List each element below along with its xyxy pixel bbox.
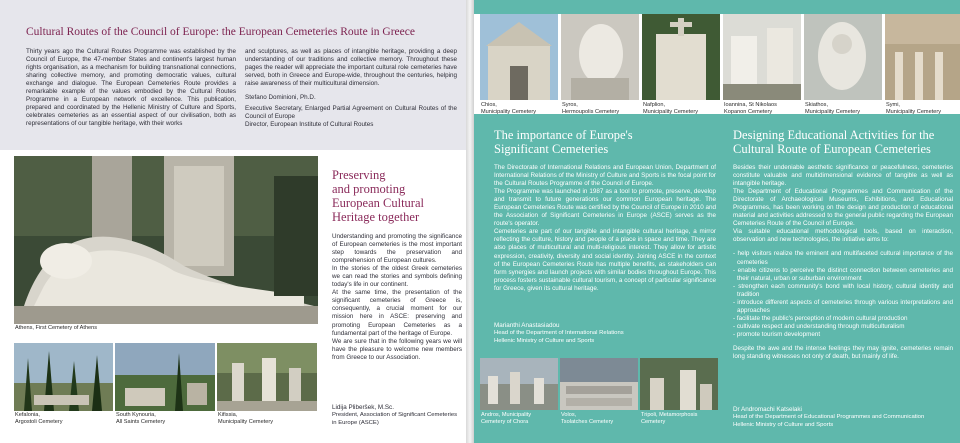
- andros-caption: [481, 412, 531, 426]
- athens-cemetery-photo: [14, 156, 318, 324]
- designing-signature: [733, 406, 957, 429]
- volos-caption: [561, 412, 613, 426]
- caption-line: Hermoupolis Cemetery: [562, 109, 620, 115]
- title-line: The importance of Europe's: [494, 128, 633, 142]
- caption-line: Kefalonia,: [15, 412, 40, 418]
- importance-body: [494, 164, 716, 293]
- ioannina-caption: [724, 102, 777, 116]
- volos-photo: [560, 358, 638, 410]
- title-line: Heritage together: [332, 210, 420, 224]
- left-page: [0, 0, 466, 443]
- south-kynouria-caption: [116, 412, 165, 426]
- athens-caption: [15, 325, 97, 332]
- body-paragraph: The Department of Educational Programmes and Communication of the Directorate of Archaeological Museums, Exhibitions, and Educational Programmes, has been working on the design and production of educational material and activities addressed to the general public regarding the European Cemeteries Route of the Council of Europe.: [733, 188, 953, 228]
- signature-org: Director, European Institute of Cultural Routes: [245, 121, 374, 129]
- syros-photo: [561, 14, 639, 100]
- aims-list: [733, 250, 953, 339]
- body-paragraph: The Programme was launched in 1987 as a tool to promote, preserve, develop and transmit to future generations our common European heritage. The European Cemeteries Route was certified by the Council of Europe in 2010 and the Association of Significant Cemeteries in Europe (ASCE) serves as the route's operator.: [494, 188, 716, 228]
- title-line: and promoting: [332, 182, 406, 196]
- body-paragraph: Understanding and promoting the significance of European cemeteries is the most important step towards the preservation and comprehension of European cultures.: [332, 233, 462, 265]
- signature-role: Head of the Department of Educational Programmes and Communication: [733, 414, 925, 421]
- caption-line: Tsolatches Cemetery: [561, 419, 614, 425]
- skiathos-caption: [805, 102, 860, 116]
- body-paragraph: At the same time, the presentation of the significant cemeteries of Greece is, consequently, a crucial moment for our mission here in ASCE: preserving and promoting European Cemeteries as a fundamental part of the heritage of Europe.: [332, 289, 462, 337]
- list-item: - introduce different aspects of cemeteries through various interpretations and approaches: [733, 298, 953, 314]
- title-line: Significant Cemeteries: [494, 142, 609, 156]
- syros-caption: [562, 102, 619, 116]
- preserving-body: [332, 233, 462, 362]
- kefalonia-caption: [15, 412, 63, 426]
- symi-caption: [886, 102, 941, 116]
- right-page: [474, 0, 960, 443]
- nafplion-caption: [643, 102, 698, 116]
- title-line: Designing Educational Activities for the: [733, 128, 935, 142]
- caption-text: Athens, First Cemetery of Athens: [15, 325, 98, 331]
- preserving-signature: [332, 404, 462, 427]
- book-spine: [466, 0, 474, 443]
- signature-name: Dr Andromachi Katselaki: [733, 406, 802, 413]
- symi-photo: [885, 14, 960, 100]
- nafplion-photo: [642, 14, 720, 100]
- caption-line: South Kynouria,: [116, 412, 156, 418]
- body-paragraph: Besides their undeniable aesthetic significance or peacefulness, cemeteries constitute valuable and multidimensional evidence of tangible as well as intangible heritage.: [733, 164, 953, 188]
- title-line: Preserving: [332, 168, 386, 182]
- signature-org: Hellenic Ministry of Culture and Sports: [733, 421, 834, 428]
- caption-line: Chios,: [481, 102, 497, 108]
- caption-line: Volos,: [561, 412, 577, 418]
- caption-line: All Saints Cemetery: [116, 419, 166, 425]
- caption-line: Kopanon Cemetery: [724, 109, 773, 115]
- importance-signature: [494, 322, 716, 345]
- body-paragraph: We are sure that in the following years we will have the pleasure to welcome new members from Greece to our Association.: [332, 337, 462, 361]
- title-line: Cultural Route of European Cemeteries: [733, 142, 931, 156]
- andros-photo: [480, 358, 558, 410]
- top-photo-strip: [474, 14, 960, 114]
- list-item: - promote tourism development: [733, 330, 821, 338]
- caption-line: Tripoli, Metamorphosis: [641, 412, 698, 418]
- intro-column-2: [245, 48, 457, 129]
- tripoli-caption: [641, 412, 697, 426]
- caption-line: Andros, Municipality: [481, 412, 532, 418]
- signature-role: Executive Secretary, Enlarged Partial Agreement on Cultural Routes of the Council of Europe: [245, 105, 457, 121]
- caption-line: Municipality Cemetery: [481, 109, 537, 115]
- tripoli-photo: [640, 358, 718, 410]
- kifissia-caption: [218, 412, 273, 426]
- body-paragraph: In the stories of the oldest Greek cemeteries we can read the stories and symbols defining today's life in our continent.: [332, 265, 462, 289]
- body-paragraph: The Directorate of International Relations and European Union, Department of International Relations of the Ministry of Culture and Sports is the focal point for the Cultural Routes Programme of the Council of Europe.: [494, 164, 716, 188]
- designing-title: [733, 128, 957, 156]
- signature-role: Head of the Department of International Relations: [494, 330, 624, 337]
- intro-column-1: [26, 48, 236, 134]
- body-paragraph: Cemeteries are part of our tangible and intangible cultural heritage, a mirror reflecting the culture, history and people of a place in space and time. They are also places of multicultural and multi-religious interest. They allow for artistic expression, creativity, diversity and social identity. Joining ASCE in the context of the European Cemeteries Route has multiple benefits, as stakeholders can form synergies and launch projects with similar bodies throughout Europe. This process fosters sustainable cultural tourism, a concept of particular significance for Greece, given its cultural heritage.: [494, 228, 716, 292]
- caption-line: Nafplion,: [643, 102, 666, 108]
- caption-line: Cemetery of Chora: [481, 419, 529, 425]
- list-item: - facilitate the public's perception of modern cultural production: [733, 314, 908, 322]
- list-item: - cultivate respect and understanding through multiculturalism: [733, 322, 905, 330]
- ioannina-photo: [723, 14, 801, 100]
- caption-line: Argostoli Cemetery: [15, 419, 63, 425]
- caption-line: Cemetery: [641, 419, 666, 425]
- intro-panel: [0, 0, 466, 150]
- intro-paragraph: Thirty years ago the Cultural Routes Programme was established by the Council of Europe, the 47-member States and continent's largest human rights organisation, as a mechanism for building transnational connections, sharing collective memory, and promoting democratic values, cultural exchange and dialogue. The European Cemeteries Route provides a remarkable example of the values embodied by the Cultural Routes Programme in a European network of excellence. This publication, prepared and coordinated by the Hellenic Ministry of Culture and Sports, celebrates cemeteries as an essential aspect of our civilisation, both as representations of our tangible heritage, with their works: [26, 48, 236, 128]
- caption-line: Symi,: [886, 102, 900, 108]
- south-kynouria-photo: [115, 343, 215, 411]
- designing-body: [733, 164, 953, 361]
- signature-name: Marianthi Anastasiadou: [494, 322, 560, 329]
- signature-role: President, Association of Significant Cemeteries in Europe (ASCE): [332, 412, 458, 426]
- chios-caption: [481, 102, 536, 116]
- kifissia-photo: [217, 343, 317, 411]
- body-paragraph: Via suitable educational methodological tools, based on interaction, observation and new technologies, the initiative aims to:: [733, 228, 953, 244]
- title-line: European Cultural: [332, 196, 424, 210]
- importance-title: [494, 128, 714, 156]
- list-item: - enable citizens to perceive the distinct connection between cemeteries and their natural, urban or suburban environment: [733, 266, 953, 282]
- skiathos-photo: [804, 14, 882, 100]
- closing-paragraph: Despite the awe and the intense feelings they may ignite, cemeteries remain long standing witnesses not only of death, but mainly of life.: [733, 344, 953, 361]
- caption-line: Kifissia,: [218, 412, 238, 418]
- chios-photo: [480, 14, 558, 100]
- caption-line: Ioannina, St Nikolaos: [724, 102, 777, 108]
- signature-name: Lidija Pliberšek, M.Sc.: [332, 404, 394, 411]
- caption-line: Syros,: [562, 102, 578, 108]
- caption-line: Municipality Cemetery: [643, 109, 699, 115]
- caption-line: Skiathos,: [805, 102, 829, 108]
- preserving-title: [332, 168, 462, 224]
- caption-line: Municipality Cemetery: [805, 109, 861, 115]
- list-item: - strengthen each community's bond with local history, cultural identity and tradition: [733, 282, 953, 298]
- caption-line: Municipality Cemetery: [886, 109, 942, 115]
- kefalonia-photo: [14, 343, 113, 411]
- list-item: - help visitors realize the eminent and multifaceted cultural importance of the cemeteries: [733, 250, 953, 266]
- intro-paragraph: and sculptures, as well as places of intangible heritage, providing a deep understanding of our traditions and collective memory. Throughout these pages the reader will appreciate the important cultural role cemeteries have served, both in Greece and Europe-wide, throughout the centuries, helping raise awareness of their multicultural dimension.: [245, 48, 457, 88]
- intro-title: Cultural Routes of the Council of Europe: the European Cemeteries Route in Greece: [26, 26, 415, 38]
- signature-org: Hellenic Ministry of Culture and Sports: [494, 337, 595, 344]
- caption-line: Municipality Cemetery: [218, 419, 274, 425]
- signature-name: Stefano Dominioni, Ph.D.: [245, 94, 316, 102]
